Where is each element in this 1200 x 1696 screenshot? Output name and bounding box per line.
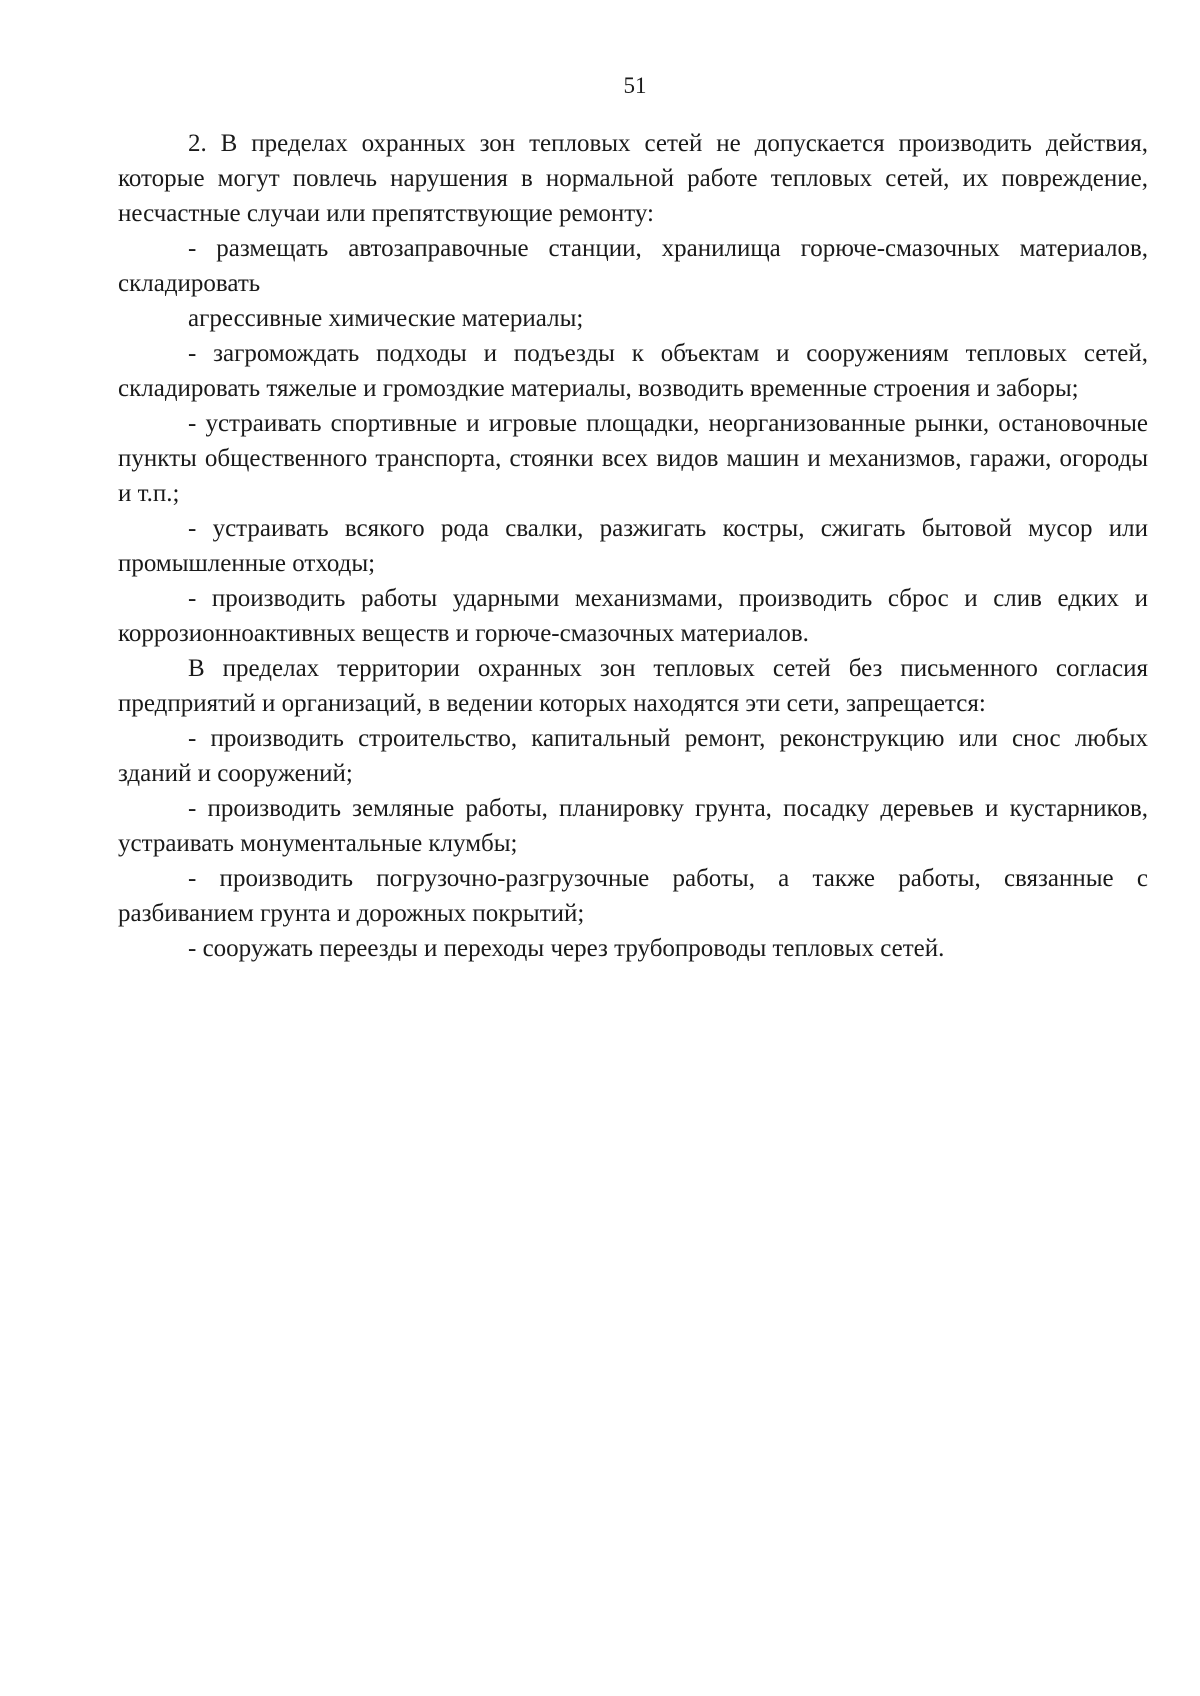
list-item-earthworks: - производить земляные работы, планировку грунта, посадку деревьев и кустарников, устраивать монументальные клумбы; — [118, 795, 1148, 857]
document-body — [118, 126, 1148, 966]
page-number: 51 — [623, 73, 647, 98]
list-item-loading-works: - производить погрузочно-разгрузочные работы, а также работы, связанные с разбиванием грунта и дорожных покрытий; — [118, 865, 1148, 927]
list-item-fuel-stations-continued: агрессивные химические материалы; — [188, 305, 584, 332]
paragraph-restrictions-intro: 2. В пределах охранных зон тепловых сетей не допускается производить действия, которые могут повлечь нарушения в нормальной работе тепловых сетей, их повреждение, несчастные случаи или препятствующие ремонту: — [118, 130, 1148, 227]
list-item-access-obstruction: - загромождать подходы и подъезды к объектам и сооружениям тепловых сетей, складировать тяжелые и громоздкие материалы, возводить временные строения и заборы; — [118, 340, 1148, 402]
list-item-fuel-stations: - размещать автозаправочные станции, хранилища горюче-смазочных материалов, складировать — [118, 235, 1148, 297]
list-item-sports-grounds: - устраивать спортивные и игровые площадки, неорганизованные рынки, остановочные пункты общественного транспорта, стоянки всех видов машин и механизмов, гаражи, огороды и т.п.; — [118, 410, 1148, 507]
list-item-construction: - производить строительство, капитальный ремонт, реконструкцию или снос любых зданий и сооружений; — [118, 725, 1148, 787]
list-item-crossings: - сооружать переезды и переходы через трубопроводы тепловых сетей. — [188, 935, 945, 962]
list-item-dumps-fires: - устраивать всякого рода свалки, разжигать костры, сжигать бытовой мусор или промышленные отходы; — [118, 515, 1148, 577]
paragraph-written-consent: В пределах территории охранных зон тепловых сетей без письменного согласия предприятий и организаций, в ведении которых находятся эти сети, запрещается: — [118, 655, 1148, 717]
list-item-impact-mechanisms: - производить работы ударными механизмами, производить сброс и слив едких и коррозионноактивных веществ и горюче-смазочных материалов. — [118, 585, 1148, 647]
